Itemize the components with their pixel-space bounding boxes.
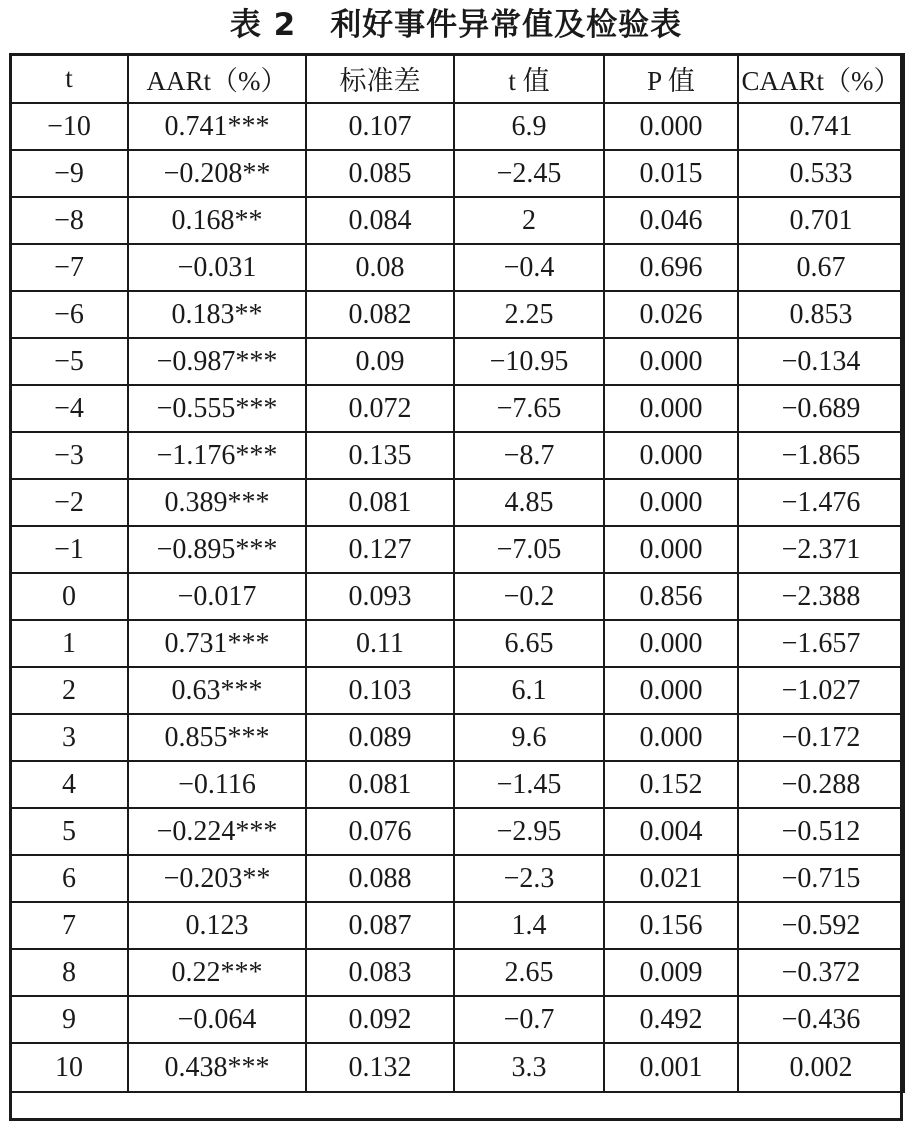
cell-caar: −0.715 (738, 855, 904, 902)
table-number: 表 2 (229, 7, 297, 43)
cell-std: 0.089 (306, 714, 454, 761)
cell-std: 0.087 (306, 902, 454, 949)
cell-aar: −0.208** (128, 150, 306, 197)
cell-t-value: 9.6 (454, 714, 604, 761)
cell-std: 0.093 (306, 573, 454, 620)
cell-aar: 0.389*** (128, 479, 306, 526)
cell-p-value: 0.492 (604, 996, 738, 1043)
table-row (10, 338, 904, 385)
cell-t: −7 (10, 244, 128, 291)
cell-p-value: 0.009 (604, 949, 738, 996)
cell-p-value: 0.000 (604, 479, 738, 526)
cell-caar: −0.134 (738, 338, 904, 385)
table-row (10, 244, 904, 291)
table-row (10, 385, 904, 432)
cell-t-value: −8.7 (454, 432, 604, 479)
cell-p-value: 0.015 (604, 150, 738, 197)
cell-p-value: 0.000 (604, 714, 738, 761)
cell-t: −4 (10, 385, 128, 432)
col-header-t-value: t 值 (454, 54, 604, 103)
table-row (10, 949, 904, 996)
cell-t: −9 (10, 150, 128, 197)
cell-t: −6 (10, 291, 128, 338)
cell-t: −10 (10, 103, 128, 150)
table-row (10, 996, 904, 1043)
cell-p-value: 0.000 (604, 432, 738, 479)
table-row (10, 620, 904, 667)
cell-t: 1 (10, 620, 128, 667)
cell-std: 0.083 (306, 949, 454, 996)
cell-aar: −0.203** (128, 855, 306, 902)
cell-aar: −0.987*** (128, 338, 306, 385)
cell-t-value: −2.95 (454, 808, 604, 855)
cell-t: −1 (10, 526, 128, 573)
cell-t-value: −7.65 (454, 385, 604, 432)
table-row (10, 855, 904, 902)
table-row (10, 291, 904, 338)
cell-aar: −0.895*** (128, 526, 306, 573)
cell-t-value: 2 (454, 197, 604, 244)
cell-p-value: 0.004 (604, 808, 738, 855)
table-row (10, 808, 904, 855)
cell-t-value: 4.85 (454, 479, 604, 526)
cell-p-value: 0.152 (604, 761, 738, 808)
cell-t: 6 (10, 855, 128, 902)
cell-t: −5 (10, 338, 128, 385)
cell-p-value: 0.000 (604, 338, 738, 385)
cell-t-value: 2.25 (454, 291, 604, 338)
table-row (10, 197, 904, 244)
cell-t: 10 (10, 1043, 128, 1092)
cell-aar: 0.63*** (128, 667, 306, 714)
cell-aar: 0.168** (128, 197, 306, 244)
table-row (10, 761, 904, 808)
cell-caar: −2.388 (738, 573, 904, 620)
cell-p-value: 0.000 (604, 103, 738, 150)
cell-t: 3 (10, 714, 128, 761)
cell-std: 0.107 (306, 103, 454, 150)
cell-t-value: 6.1 (454, 667, 604, 714)
cell-t-value: 2.65 (454, 949, 604, 996)
cell-aar: −0.017 (128, 573, 306, 620)
cell-std: 0.127 (306, 526, 454, 573)
cell-caar: −1.657 (738, 620, 904, 667)
cell-caar: 0.853 (738, 291, 904, 338)
cell-t: 8 (10, 949, 128, 996)
cell-aar: 0.741*** (128, 103, 306, 150)
cell-aar: 0.22*** (128, 949, 306, 996)
cell-t: 7 (10, 902, 128, 949)
cell-p-value: 0.856 (604, 573, 738, 620)
table-row (10, 902, 904, 949)
header-row (10, 54, 904, 103)
cell-caar: 0.533 (738, 150, 904, 197)
cell-std: 0.132 (306, 1043, 454, 1092)
cell-p-value: 0.001 (604, 1043, 738, 1092)
cell-std: 0.092 (306, 996, 454, 1043)
table-caption: 利好事件异常值及检验表 (330, 7, 683, 43)
cell-caar: −0.172 (738, 714, 904, 761)
cell-t: 0 (10, 573, 128, 620)
cell-caar: −1.865 (738, 432, 904, 479)
cell-aar: −0.031 (128, 244, 306, 291)
cell-std: 0.135 (306, 432, 454, 479)
cell-caar: −0.436 (738, 996, 904, 1043)
cell-std: 0.088 (306, 855, 454, 902)
cell-caar: 0.741 (738, 103, 904, 150)
cell-caar: −2.371 (738, 526, 904, 573)
cell-std: 0.082 (306, 291, 454, 338)
cell-p-value: 0.046 (604, 197, 738, 244)
cell-std: 0.085 (306, 150, 454, 197)
cell-p-value: 0.021 (604, 855, 738, 902)
cell-t-value: −2.45 (454, 150, 604, 197)
cell-aar: 0.183** (128, 291, 306, 338)
cell-aar: 0.855*** (128, 714, 306, 761)
cell-caar: 0.67 (738, 244, 904, 291)
col-header-caar: CAARt（%） (738, 54, 904, 103)
col-header-aar: AARt（%） (128, 54, 306, 103)
cell-caar: 0.002 (738, 1043, 904, 1092)
cell-p-value: 0.000 (604, 620, 738, 667)
cell-p-value: 0.696 (604, 244, 738, 291)
cell-t: 5 (10, 808, 128, 855)
col-header-std: 标准差 (306, 54, 454, 103)
cell-p-value: 0.000 (604, 667, 738, 714)
cell-caar: 0.701 (738, 197, 904, 244)
cell-aar: 0.731*** (128, 620, 306, 667)
cell-t-value: −0.7 (454, 996, 604, 1043)
cell-std: 0.084 (306, 197, 454, 244)
cell-t-value: −2.3 (454, 855, 604, 902)
cell-caar: −0.592 (738, 902, 904, 949)
cell-aar: −1.176*** (128, 432, 306, 479)
table-body (10, 103, 904, 1092)
cell-caar: −1.027 (738, 667, 904, 714)
cell-aar: −0.116 (128, 761, 306, 808)
cell-t: 2 (10, 667, 128, 714)
cell-t-value: −7.05 (454, 526, 604, 573)
cell-t-value: 6.65 (454, 620, 604, 667)
cell-t-value: 3.3 (454, 1043, 604, 1092)
cell-std: 0.081 (306, 761, 454, 808)
table-row (10, 1043, 904, 1092)
abnormal-returns-table (9, 53, 905, 1093)
table-row (10, 526, 904, 573)
cell-aar: 0.438*** (128, 1043, 306, 1092)
cell-caar: −0.689 (738, 385, 904, 432)
table-row (10, 714, 904, 761)
cell-t: 9 (10, 996, 128, 1043)
cell-t: −2 (10, 479, 128, 526)
cell-t-value: 6.9 (454, 103, 604, 150)
cell-caar: −0.372 (738, 949, 904, 996)
cell-t-value: −10.95 (454, 338, 604, 385)
cell-caar: −0.288 (738, 761, 904, 808)
cell-t: 4 (10, 761, 128, 808)
cell-t-value: 1.4 (454, 902, 604, 949)
table-row (10, 150, 904, 197)
cell-p-value: 0.000 (604, 385, 738, 432)
cell-t: −3 (10, 432, 128, 479)
col-header-p-value: P 值 (604, 54, 738, 103)
cell-t-value: −0.4 (454, 244, 604, 291)
table-row (10, 103, 904, 150)
cell-aar: −0.555*** (128, 385, 306, 432)
table-row (10, 667, 904, 714)
cell-t: −8 (10, 197, 128, 244)
cell-p-value: 0.000 (604, 526, 738, 573)
table-title (0, 0, 912, 50)
cell-aar: −0.064 (128, 996, 306, 1043)
cell-aar: 0.123 (128, 902, 306, 949)
cell-p-value: 0.156 (604, 902, 738, 949)
table-row (10, 432, 904, 479)
cell-std: 0.11 (306, 620, 454, 667)
cell-std: 0.072 (306, 385, 454, 432)
cell-std: 0.076 (306, 808, 454, 855)
table-row (10, 479, 904, 526)
cell-p-value: 0.026 (604, 291, 738, 338)
cell-std: 0.081 (306, 479, 454, 526)
cell-t-value: −0.2 (454, 573, 604, 620)
cell-aar: −0.224*** (128, 808, 306, 855)
cell-t-value: −1.45 (454, 761, 604, 808)
cell-std: 0.08 (306, 244, 454, 291)
col-header-t: t (10, 54, 128, 103)
cell-std: 0.103 (306, 667, 454, 714)
cell-caar: −1.476 (738, 479, 904, 526)
cell-std: 0.09 (306, 338, 454, 385)
table-row (10, 573, 904, 620)
cell-caar: −0.512 (738, 808, 904, 855)
